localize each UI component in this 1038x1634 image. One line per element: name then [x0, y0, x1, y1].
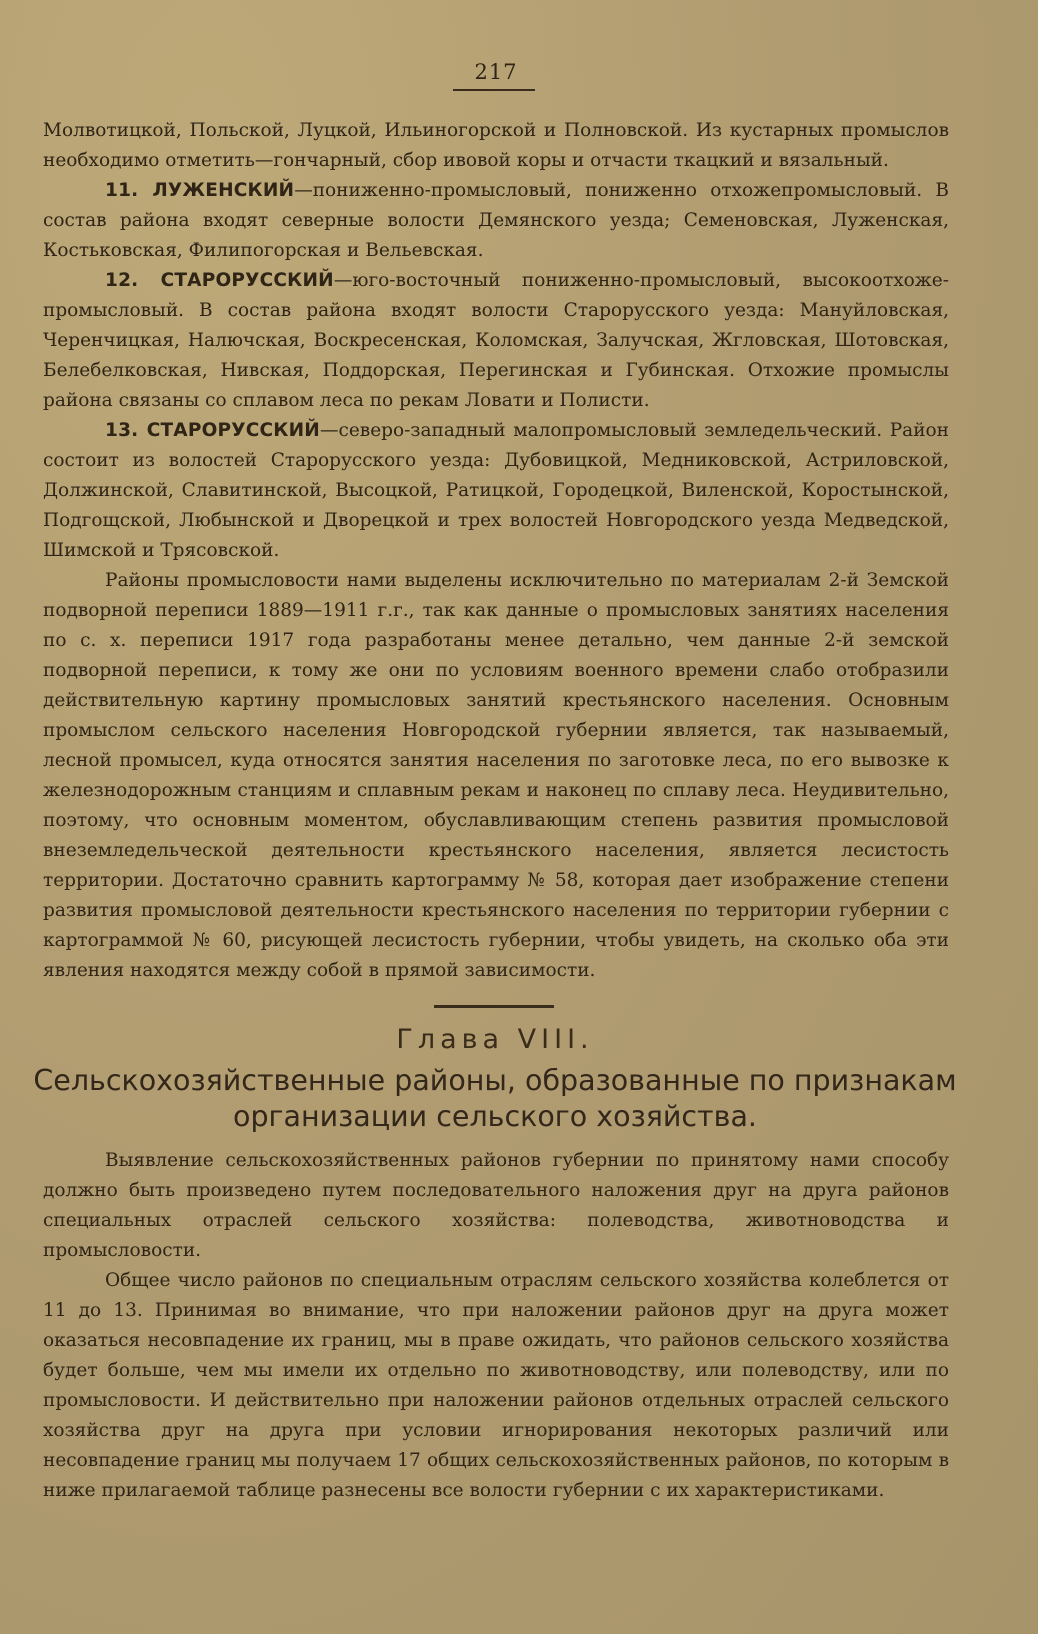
chapter-divider	[434, 1005, 554, 1008]
page-number: 217	[474, 60, 518, 84]
text-section-top	[43, 116, 949, 986]
district-description: —северо-западный малопромысловый земледельческий. Район состоит из волостей Старорусского уезда: Дубовицкой, Медниковской, Астриловской, Должинской, Славитинской, Высоцкой, Ратицкой, Городецкой, Виленской, Коростынской, Подгощской, Любынской и Дворецкой и трех волостей Новгородского уезда Медведской, Шимской и Трясовской.	[43, 420, 949, 561]
paragraph-district-count: Общее число районов по специальным отраслям сельского хозяйства колеблется от 11 до 13. Принимая во внимание, что при наложении районов друг на друга может оказаться несовпадение их границ, мы в праве ожидать, что районов сельского хозяйства будет больше, чем мы имели их отдельно по животноводству, или полеводству, или по промысловости. И действительно при наложении районов отдельных отраслей сельского хозяйства друг на друга при условии игнорирования некоторых различий или несовпадение границ мы получаем 17 общих сельскохозяйственных районов, по которым в ниже прилагаемой таблице разнесены все волости губернии с их характеристиками.	[43, 1270, 949, 1501]
chapter-title: Сельскохозяйственные районы, образованные по признакам организации сельского хозяйства.	[33, 1064, 957, 1133]
district-description: —юго-восточный пониженно-промысловый, высокоотхоже-промысловый. В состав района входят волости Старорусского уезда: Мануйловская, Черенчицкая, Налючская, Воскресенская, Коломская, Залучская, Жгловская, Шотовская, Белебелковская, Нивская, Поддорская, Перегинская и Губинская. Отхожие промыслы района связаны со сплавом леса по рекам Ловати и Полисти.	[43, 270, 949, 411]
paragraph-continued: Молвотицкой, Польской, Луцкой, Ильиногорской и Полновской. Из кустарных промыслов необходимо отметить—гончарный, сбор ивовой коры и отчасти ткацкий и вязальный.	[43, 120, 949, 171]
paragraph-district-12	[43, 266, 949, 416]
paragraph-method: Выявление сельскохозяйственных районов губернии по принятому нами способу должно быть произведено путем последовательного наложения друг на друга районов специальных отраслей сельского хозяйства: полеводства, животноводства и промысловости.	[43, 1150, 949, 1261]
paragraph-district-13	[43, 416, 949, 566]
page-number-underline	[453, 89, 535, 91]
district-description: —пониженно-промысловый, пониженно отхожепромысловый. В состав района входят северные волости Демянского уезда; Семеновская, Луженская, Костьковская, Филипогорская и Вельевская.	[43, 180, 949, 261]
district-heading: 12. СТАРОРУССКИЙ	[105, 270, 334, 291]
paragraph-industry-regions: Районы промысловости нами выделены исключительно по материалам 2-й Земской подворной переписи 1889—1911 г.г., так как данные о промысловых занятиях населения по с. х. переписи 1917 года разработаны менее детально, чем данные 2-й земской подворной переписи, к тому же они по условиям военного времени слабо отобразили действительную картину промысловых занятий крестьянского населения. Основным промыслом сельского населения Новгородской губернии является, так называемый, лесной промысел, куда относятся занятия населения по заготовке леса, по его вывозке к железнодорожным станциям и сплавным рекам и наконец по сплаву леса. Неудивительно, поэтому, что основным моментом, обуславливающим степень развития промысловой внеземледельческой деятельности крестьянского населения, является лесистость территории. Достаточно сравнить картограмму № 58, которая дает изображение степени развития промысловой деятельности крестьянского населения по территории губернии с картограммой № 60, рисующей лесистость губернии, чтобы увидеть, на сколько оба эти явления находятся между собой в прямой зависимости.	[43, 570, 949, 981]
chapter-label: Глава VIII.	[396, 1024, 594, 1055]
paragraph-district-11	[43, 176, 949, 266]
district-heading: 13. СТАРОРУССКИЙ	[105, 420, 320, 441]
text-section-bottom	[43, 1146, 949, 1506]
district-heading: 11. ЛУЖЕНСКИЙ	[105, 180, 295, 201]
